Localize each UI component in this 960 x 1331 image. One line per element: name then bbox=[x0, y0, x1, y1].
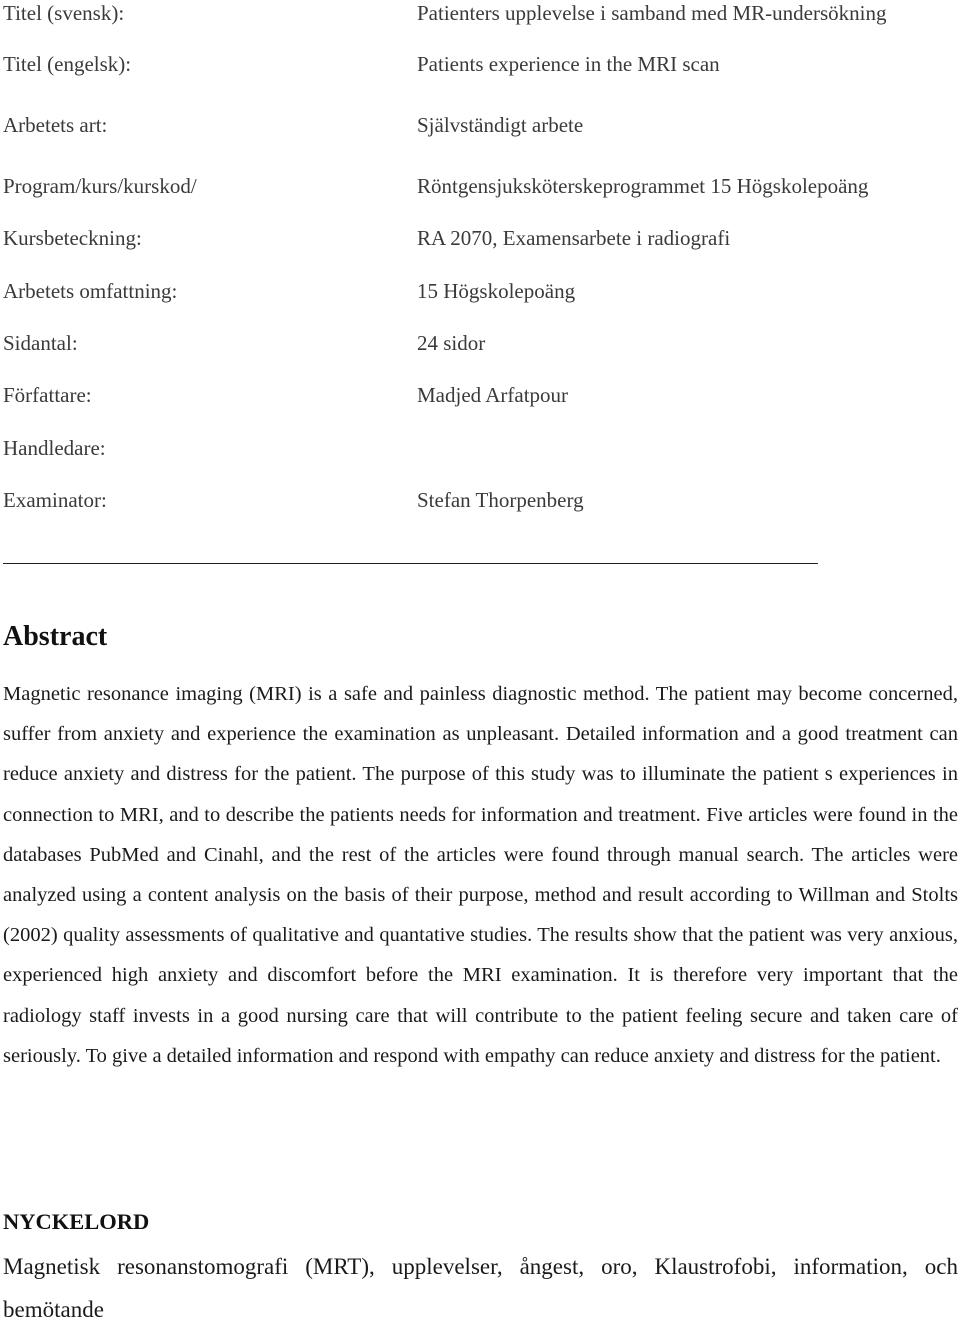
metadata-row-page-count bbox=[3, 330, 953, 360]
metadata-value: Patients experience in the MRI scan bbox=[417, 52, 720, 76]
metadata-row-author bbox=[3, 382, 953, 412]
metadata-label: Arbetets art: bbox=[3, 113, 108, 137]
metadata-row-title-english bbox=[3, 51, 953, 81]
metadata-row-title-swedish bbox=[3, 0, 953, 30]
metadata-value: Självständigt arbete bbox=[417, 113, 584, 137]
metadata-value: Patienters upplevelse i samband med MR-undersökning bbox=[417, 1, 887, 25]
abstract-text: Magnetic resonance imaging (MRI) is a safe and painless diagnostic method. The patient may become concerned, suffer from anxiety and experience the examination as unpleasant. Detailed information and a good treatment can reduce anxiety and distress for the patient. The purpose of this study was to illuminate the patient s experiences in connection to MRI, and to describe the patients needs for information and treatment. Five articles were found in the databases PubMed and Cinahl, and the rest of the articles were found through manual search. The articles were analyzed using a content analysis on the basis of their purpose, method and result according to Willman and Stolts (2002) quality assessments of qualitative and quantative studies. The results show that the patient was very anxious, experienced high anxiety and discomfort before the MRI examination. It is therefore very important that the radiology staff invests in a good nursing care that will contribute to the patient feeling secure and taken care of seriously. To give a detailed information and respond with empathy can reduce anxiety and distress for the patient. bbox=[3, 683, 958, 1067]
metadata-row-course bbox=[3, 225, 953, 255]
metadata-label: Kursbeteckning: bbox=[3, 226, 142, 250]
metadata-value: 15 Högskolepoäng bbox=[417, 279, 576, 303]
metadata-row-program bbox=[3, 173, 953, 203]
metadata-row-examiner bbox=[3, 487, 953, 517]
metadata-label: Handledare: bbox=[3, 436, 106, 460]
section-divider bbox=[3, 563, 818, 564]
metadata-value: 24 sidor bbox=[417, 331, 486, 355]
metadata-label: Arbetets omfattning: bbox=[3, 279, 178, 303]
metadata-row-supervisor bbox=[3, 435, 953, 465]
metadata-label: Program/kurs/kurskod/ bbox=[3, 174, 197, 198]
metadata-row-scope bbox=[3, 278, 953, 308]
metadata-value: Stefan Thorpenberg bbox=[417, 488, 584, 512]
metadata-label: Sidantal: bbox=[3, 331, 78, 355]
metadata-value: Röntgensjuksköterskeprogrammet 15 Högskolepoäng bbox=[417, 174, 869, 198]
abstract-heading: Abstract bbox=[3, 621, 108, 652]
metadata-value: Madjed Arfatpour bbox=[417, 383, 569, 407]
metadata-label: Examinator: bbox=[3, 488, 107, 512]
keywords-heading: NYCKELORD bbox=[3, 1209, 150, 1234]
metadata-row-work-type bbox=[3, 112, 953, 142]
metadata-label: Titel (svensk): bbox=[3, 1, 125, 25]
metadata-value: RA 2070, Examensarbete i radiografi bbox=[417, 226, 731, 250]
keywords-text: Magnetisk resonanstomografi (MRT), upplevelser, ångest, oro, Klaustrofobi, information, och bemötande bbox=[3, 1254, 958, 1322]
metadata-label: Titel (engelsk): bbox=[3, 52, 132, 76]
metadata-label: Författare: bbox=[3, 383, 92, 407]
